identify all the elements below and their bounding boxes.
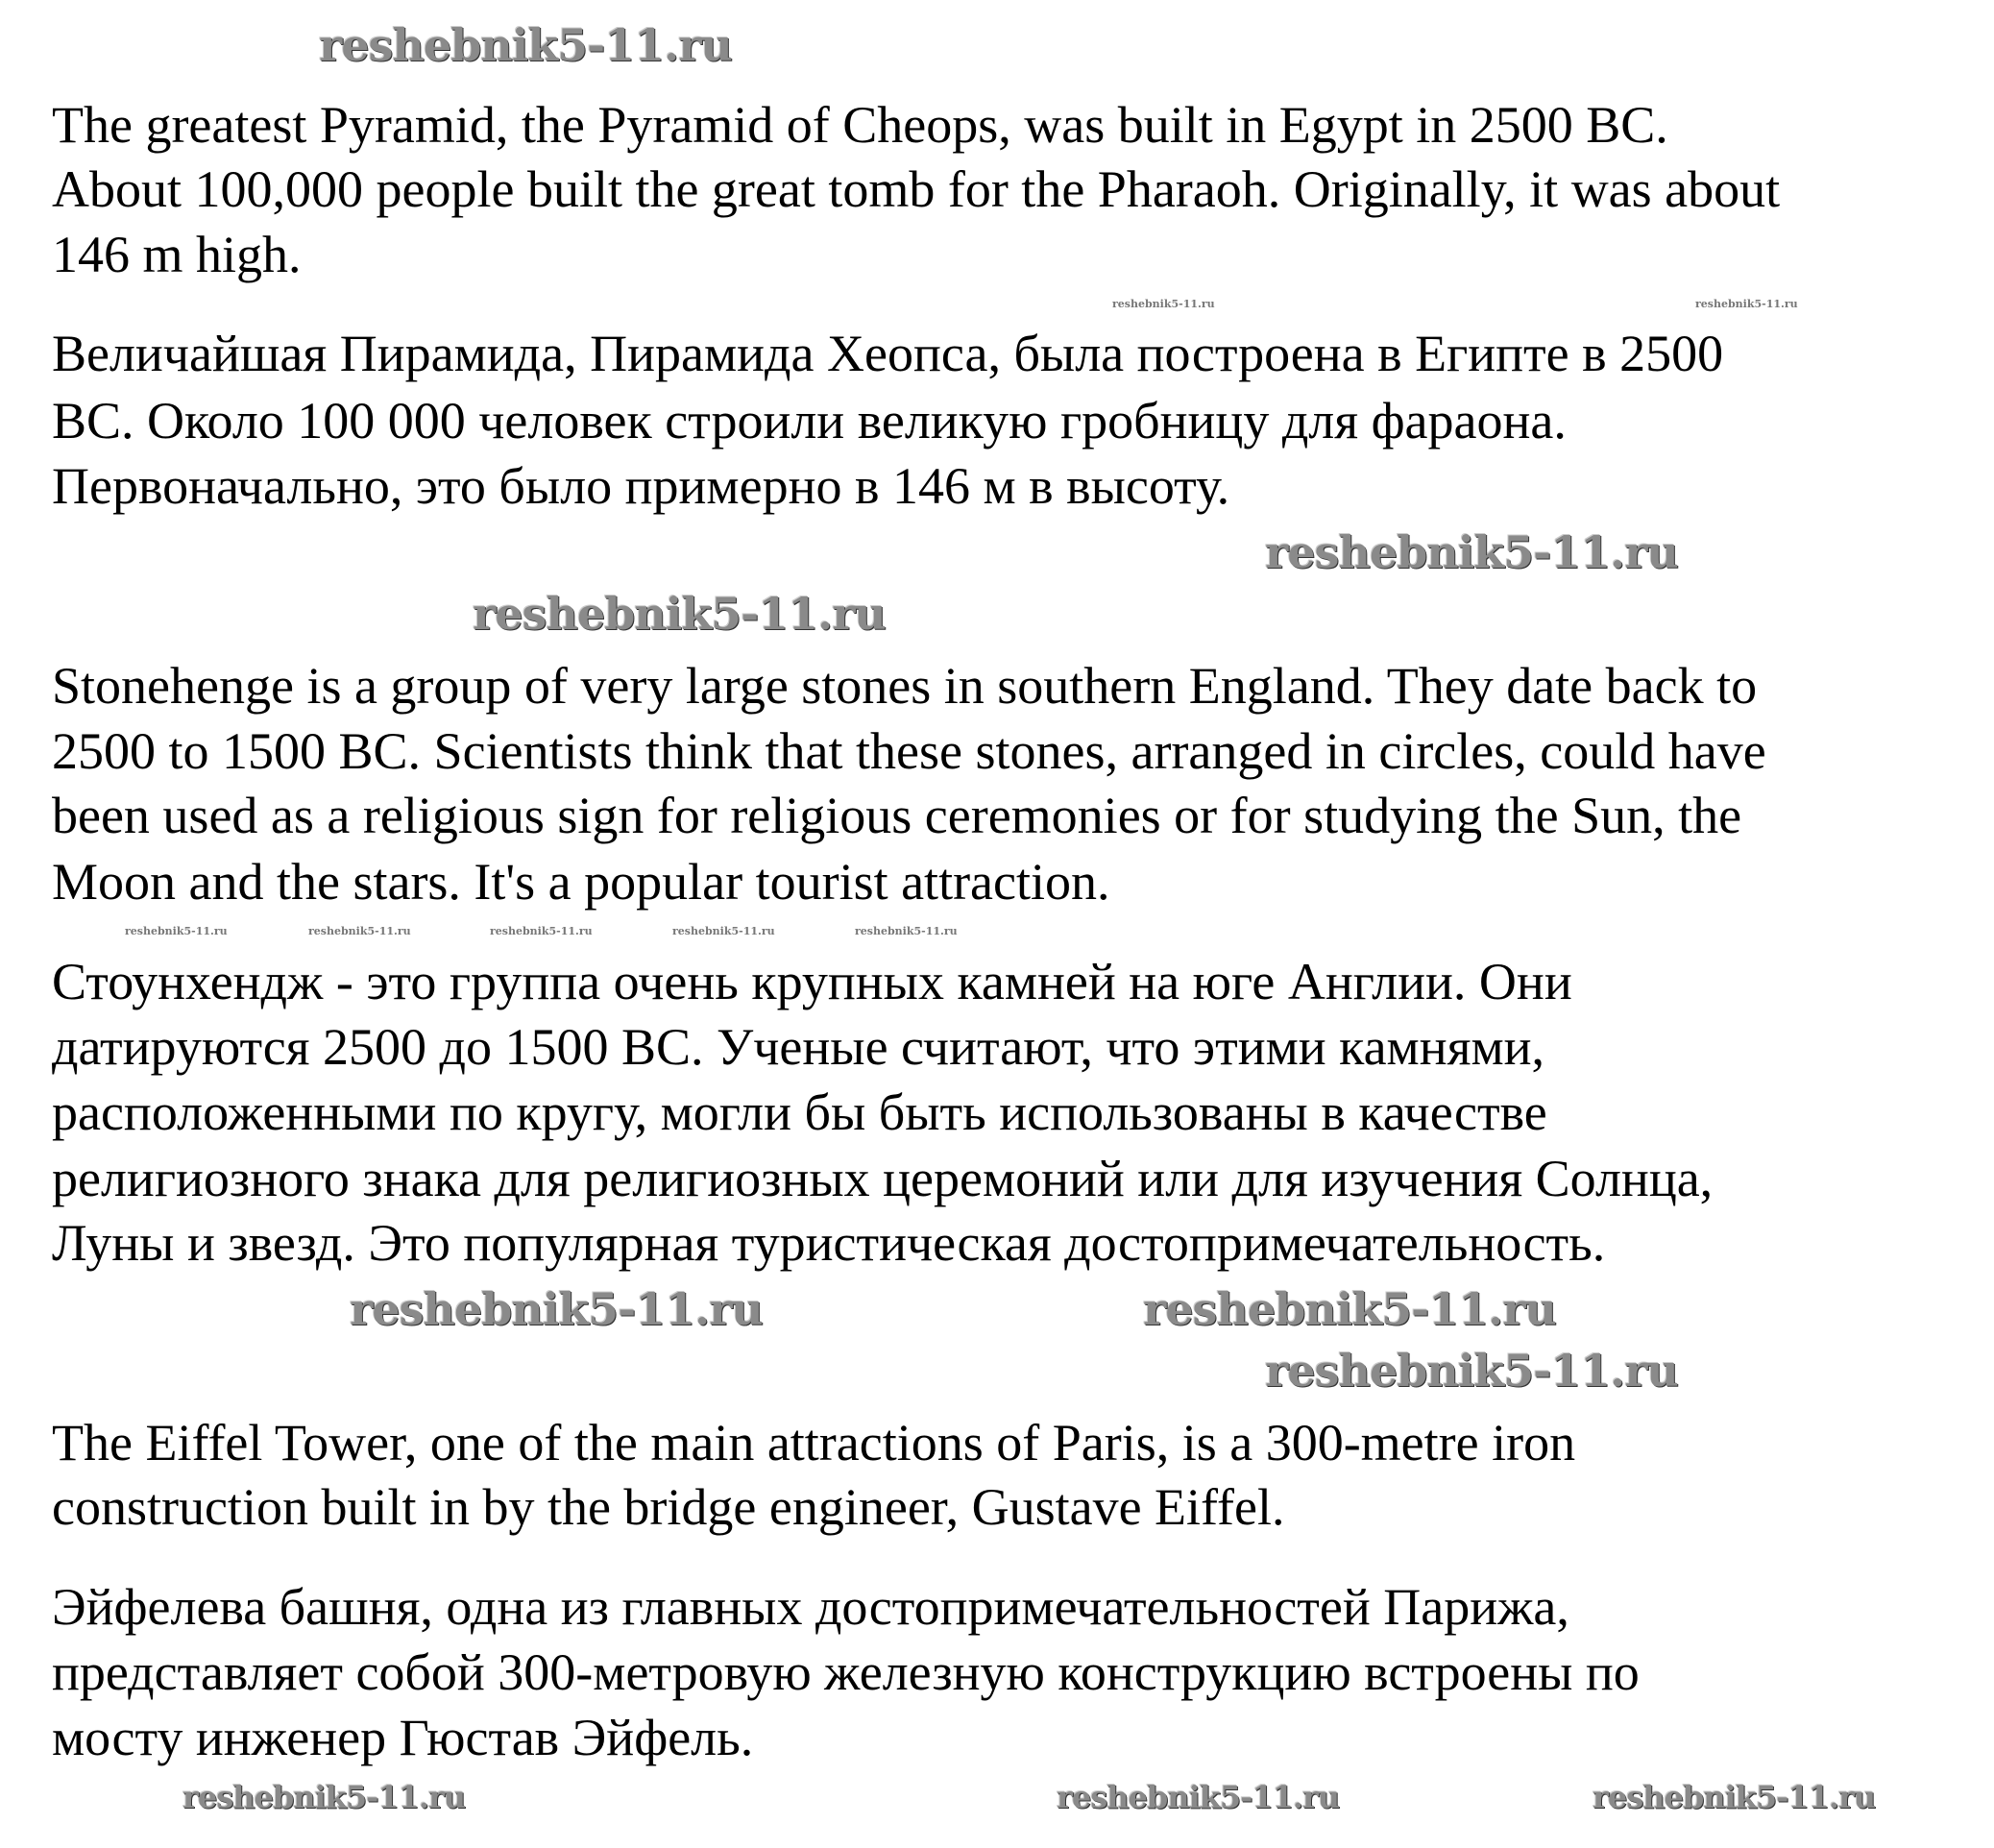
text-line: расположенными по кругу, могли бы быть использованы в качестве	[52, 1083, 1547, 1141]
text-line: The Eiffel Tower, one of the main attractions of Paris, is a 300-metre iron	[52, 1414, 1576, 1471]
text-line: Первоначально, это было примерно в 146 м в высоту.	[52, 457, 1230, 515]
watermark: reshebnik5-11.ru	[350, 1283, 763, 1335]
watermark: reshebnik5-11.ru	[672, 925, 775, 937]
text-line: 2500 to 1500 BC. Scientists think that these stones, arranged in circles, could have	[52, 722, 1766, 780]
text-line: Стоунхендж - это группа очень крупных камней на юге Англии. Они	[52, 953, 1572, 1010]
text-line: BC. Около 100 000 человек строили великую гробницу для фараона.	[52, 392, 1567, 450]
watermark: reshebnik5-11.ru	[1265, 1345, 1678, 1397]
text-line: представляет собой 300-метровую железную конструкцию встроены по	[52, 1643, 1640, 1701]
watermark: reshebnik5-11.ru	[1593, 1779, 1876, 1815]
watermark: reshebnik5-11.ru	[1112, 298, 1215, 310]
text-line: been used as a religious sign for religious ceremonies or for studying the Sun, the	[52, 787, 1742, 844]
text-line: About 100,000 people built the great tomb for the Pharaoh. Originally, it was about	[52, 160, 1781, 218]
text-line: construction built in by the bridge engineer, Gustave Eiffel.	[52, 1478, 1285, 1536]
watermark: reshebnik5-11.ru	[490, 925, 593, 937]
text-line: Величайшая Пирамида, Пирамида Хеопса, была построена в Египте в 2500	[52, 325, 1724, 382]
text-line: The greatest Pyramid, the Pyramid of Cheops, was built in Egypt in 2500 BC.	[52, 96, 1668, 154]
watermark: reshebnik5-11.ru	[1695, 298, 1798, 310]
text-line: мосту инженер Гюстав Эйфель.	[52, 1709, 754, 1766]
text-line: Stonehenge is a group of very large stones in southern England. They date back to	[52, 657, 1758, 715]
watermark: reshebnik5-11.ru	[1143, 1283, 1556, 1335]
watermark: reshebnik5-11.ru	[1057, 1779, 1340, 1815]
watermark: reshebnik5-11.ru	[473, 588, 886, 640]
text-line: Эйфелева башня, одна из главных достопримечательностей Парижа,	[52, 1578, 1569, 1636]
text-line: Луны и звезд. Это популярная туристическая достопримечательность.	[52, 1214, 1606, 1272]
watermark: reshebnik5-11.ru	[182, 1779, 466, 1815]
watermark: reshebnik5-11.ru	[855, 925, 958, 937]
watermark: reshebnik5-11.ru	[319, 19, 732, 71]
text-line: 146 m high.	[52, 226, 302, 283]
watermark: reshebnik5-11.ru	[1265, 526, 1678, 578]
text-line: Moon and the stars. It's a popular tourist attraction.	[52, 853, 1110, 911]
watermark: reshebnik5-11.ru	[308, 925, 411, 937]
watermark: reshebnik5-11.ru	[125, 925, 228, 937]
text-line: религиозного знака для религиозных церемоний или для изучения Солнца,	[52, 1150, 1714, 1207]
text-line: датируются 2500 до 1500 BC. Ученые считают, что этими камнями,	[52, 1018, 1545, 1076]
